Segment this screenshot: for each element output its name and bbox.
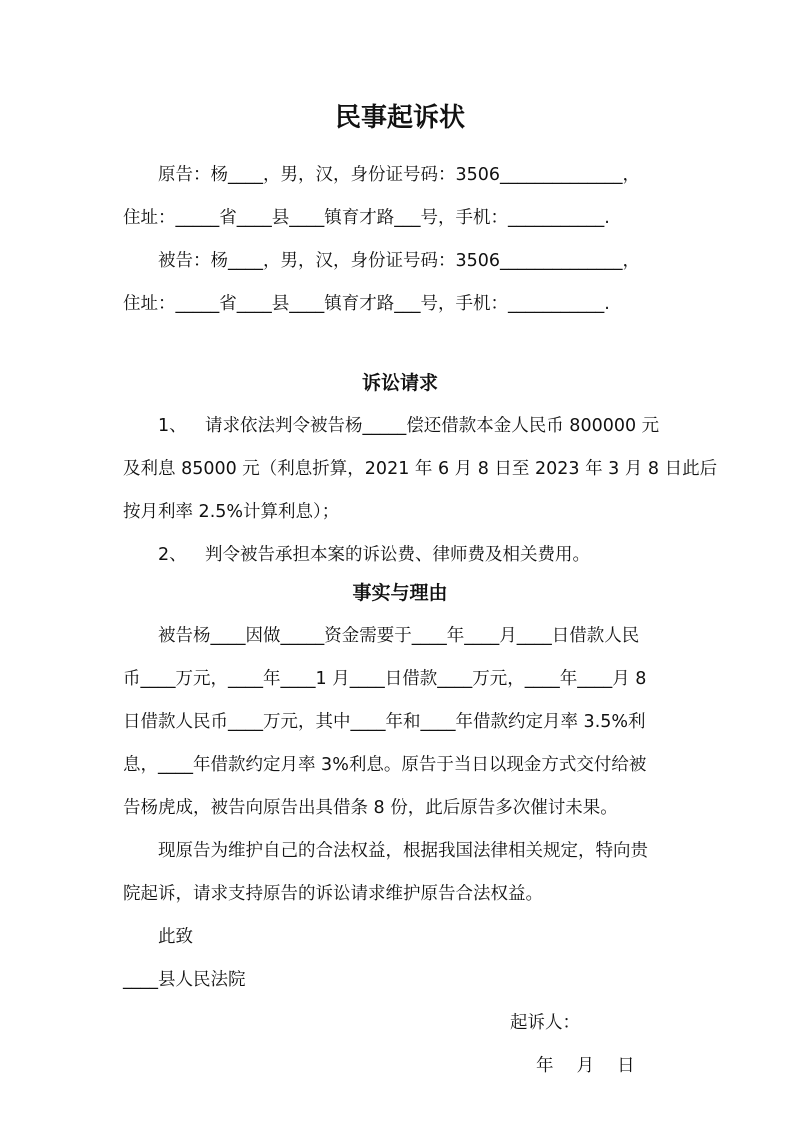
document-title: 民事起诉状 (334, 103, 465, 133)
claim-2-text: 判令被告承担本案的诉讼费、律师费及相关费用。 (205, 545, 590, 565)
facts-para1-line-2: 币____万元，____年____1 月____日借款____万元，____年____月 8 (123, 669, 647, 689)
defendant-line: 被告：杨____，男，汉，身份证号码：3506______________， (158, 251, 641, 271)
facts-para1-line-1: 被告杨____因做_____资金需要于____年____月____日借款人民 (158, 626, 640, 646)
court-name: ____县人民法院 (123, 970, 246, 990)
facts-para1-line-3: 日借款人民币____万元，其中____年和____年借款约定月率 3.5%利 (123, 712, 646, 732)
claim-1-line-2: 及利息 85000 元（利息折算，2021 年 6 月 8 日至 2023 年 3 月 8 日此后 (123, 459, 718, 479)
plaintiff-address: 住址：_____省____县____镇育才路___号，手机：___________. (123, 208, 610, 228)
claim-1-line-1: 请求依法判令被告杨_____偿还借款本金人民币 800000 元 (205, 416, 660, 436)
salutation: 此致 (158, 927, 193, 947)
facts-para1-line-5: 告杨虎成，被告向原告出具借条 8 份，此后原告多次催讨未果。 (123, 798, 618, 818)
defendant-address: 住址：_____省____县____镇育才路___号，手机：___________. (123, 294, 610, 314)
facts-heading: 事实与理由 (352, 582, 448, 604)
plaintiff-line: 原告：杨____，男，汉，身份证号码：3506______________， (158, 165, 641, 185)
facts-para1-line-4: 息，____年借款约定月率 3%利息。原告于当日以现金方式交付给被 (123, 755, 647, 775)
claims-heading: 诉讼请求 (361, 372, 438, 394)
claim-1-number: 1、 (158, 416, 187, 436)
signature-date: 年 月 日 (536, 1056, 635, 1076)
facts-para2-line-2: 院起诉，请求支持原告的诉讼请求维护原告合法权益。 (123, 884, 543, 904)
plaintiff-signature: 起诉人： (510, 1013, 580, 1033)
facts-para2-line-1: 现原告为维护自己的合法权益，根据我国法律相关规定，特向贵 (158, 841, 648, 861)
claim-2-number: 2、 (158, 545, 187, 565)
claim-1-line-3: 按月利率 2.5%计算利息）； (123, 502, 340, 522)
